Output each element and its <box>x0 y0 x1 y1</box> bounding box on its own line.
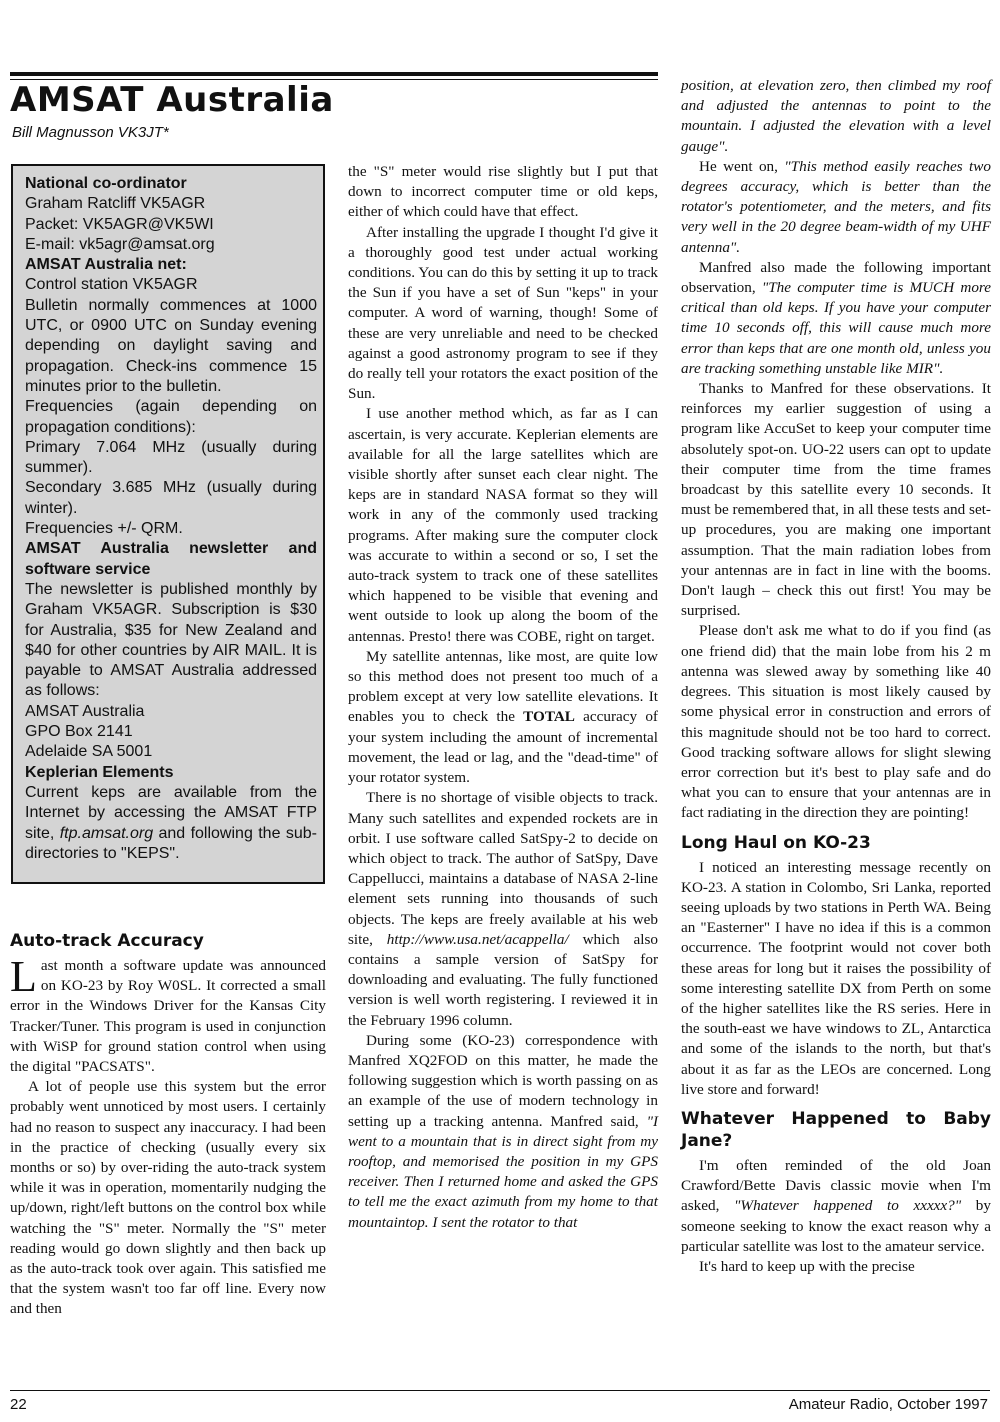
column-3 <box>681 76 991 1277</box>
info-line: Graham Ratcliff VK5AGR <box>25 195 206 213</box>
paragraph <box>681 157 991 258</box>
quote: "Whatever happened to xxxxx?" <box>734 1197 962 1215</box>
paragraph <box>10 952 326 1077</box>
paragraph-text: accuracy of your system including the amount of incremental movement, the lead or lag, and the "dead-time" of your rotator system. <box>348 708 658 787</box>
info-line: E-mail: vk5agr@amsat.org <box>25 235 215 253</box>
section-heading-long-haul: Long Haul on KO-23 <box>681 832 871 853</box>
paragraph: A lot of people use this system but the error probably went unnoticed by most users. I certainly had no reason to suspect any inaccuracy. I had been in the practice of checking (usually every six months or so) by over-riding the auto-track system while it was in operation, momentarily nudging the up/down, right/left buttons on the control box while watching the "S" meter. Normally the "S" meter reading would go down slightly and then back up as the auto-track took over again. This satisfied me that the system wasn't too far off line. Every now and then <box>10 1078 326 1318</box>
quote: "I went to a mountain that is in direct sight from my rooftop, and memorised the position in my GPS receiver. Then I returned home and asked the GPS to tell me the exact azimuth from my home to that mountaintop. I sent the rotator to that <box>348 1112 658 1231</box>
quote: position, at elevation zero, then climbed my roof and adjusted the antennas to point to the mountain. I adjusted the elevation with a level gauge". <box>681 77 991 155</box>
info-heading: AMSAT Australia newsletter and software service <box>25 540 317 578</box>
paragraph <box>348 647 658 788</box>
info-line <box>25 783 317 864</box>
info-line: Frequencies (again depending on propagation conditions): <box>25 398 317 436</box>
paragraph-text: There is no shortage of visible objects to track. Many such satellites and expended rockets are in orbit. I use software called SatSpy-2 to decide on which object to track. The author of SatSpy, Dave Cappellucci, maintains a database of NASA 2-line element sets running into thousands of such objects. The keps are freely available at his web site, <box>348 789 658 948</box>
paragraph <box>681 1156 991 1257</box>
info-heading: Keplerian Elements <box>25 763 174 781</box>
web-link[interactable]: http://www.usa.net/acappella/ <box>386 930 569 948</box>
column-1 <box>10 930 326 1320</box>
paragraph <box>348 1031 658 1233</box>
column-2 <box>348 162 658 1233</box>
section-heading-baby-jane: Whatever Happened to Baby Jane? <box>681 1108 991 1151</box>
page-number: 22 <box>10 1396 27 1413</box>
info-heading: AMSAT Australia net: <box>25 256 187 274</box>
section-heading-auto-track: Auto-track Accuracy <box>10 931 204 951</box>
ftp-site-link[interactable]: ftp.amsat.org <box>59 824 154 842</box>
paragraph-text: I'm often reminded of the old Joan Crawford/Bette Davis classic movie when I'm asked, <box>681 1156 991 1215</box>
top-rule <box>10 72 658 76</box>
paragraph <box>348 788 658 1030</box>
quote: "The computer time is MUCH more critical than old keps. If you have your computer time 10 seconds off, this will cause much more error than keps that are one month old, unless you are tracking something unstable like MIR". <box>681 279 991 377</box>
info-line: Primary 7.064 MHz (usually during summer). <box>25 438 317 477</box>
paragraph: Please don't ask me what to do if you find (as one friend did) that the main lobe from his 2 m antenna was slewed away by something like 40 degrees. This situation is most likely caused by some physical error in construction and errors of this magnitude should not be too hard to correct. Good tracking software allows for slight slewing error correction but it's best to play safe and do what you can to ensure that your antennas are in fact radiating in the direction they are pointing! <box>681 622 991 822</box>
info-line: Secondary 3.685 MHz (usually during winter). <box>25 479 317 517</box>
footer-rule <box>10 1390 990 1391</box>
paragraph-text: by someone seeking to know the exact reason why a particular satellite was lost to the amateur service. <box>681 1197 991 1255</box>
info-line: GPO Box 2141 <box>25 723 133 741</box>
paragraph-text: ast month a software update was announced on KO-23 by Roy W0SL. It corrected a small error in the Windows Driver for the Kansas City Tracker/Tuner. This program is used in conjunction with WiSP for ground station control when using the digital "PACSATS". <box>10 957 326 1076</box>
drop-cap: L <box>10 952 37 1001</box>
paragraph: After installing the upgrade I thought I'd give it a thoroughly good test under actual working conditions. You can do this by setting it up to track the Sun if you have a set of Sun "keps" in your computer. A word of warning, though! Some of these are very unreliable and need to be checked against a good astronomy program to see if they do really tell your rotators the exact position of the Sun. <box>348 223 658 403</box>
paragraph-text: My satellite antennas, like most, are quite low so this method does not present too much of a problem except at very low satellite elevations. It enables you to check the <box>348 647 658 726</box>
info-line: Control station VK5AGR <box>25 276 198 294</box>
paragraph: I noticed an interesting message recently on KO-23. A station in Colombo, Sri Lanka, reported seeing uploads by two stations in Perth WA. Being an "Easterner" I have no idea if this is a common occurrence. The footprint would not cover both these areas for long but it raises the possibility of some interesting satellite DX from Perth on some of the higher satellites like the RS series. Here in the south-east we have windows to ZL, Antarctica and some of the islands to the north, but that's about it as far as the LEOs are concerned. Long live store and forward! <box>681 858 991 1098</box>
info-line: AMSAT Australia <box>25 702 145 720</box>
paragraph: the "S" meter would rise slightly but I put that down to incorrect computer time or old keps, either of which could have that effect. <box>348 163 658 221</box>
byline: Bill Magnusson VK3JT* <box>12 124 169 141</box>
paragraph: I use another method which, as far as I can ascertain, is very accurate. Keplerian elements are available for all the large satellites which are visible shortly after sunset each clear night. The keps are in standard NASA format so they will work in any of the commonly used tracking programs. After making sure the computer clock was accurate to within a second or so, I set the auto-track system to track one of these satellites which happened to be visible that evening and went outside to look up along the boom of the antennas. Presto! there was COBE, right on target. <box>348 405 658 645</box>
info-heading: National co-ordinator <box>25 175 187 192</box>
info-line: Adelaide SA 5001 <box>25 743 153 761</box>
article-title: AMSAT Australia <box>10 80 334 120</box>
paragraph-text: which also contains a sample version of SatSpy for downloading and evaluating. The fully functioned version is well worth registering. I reviewed it in the February 1996 column. <box>348 930 658 1029</box>
info-text: Current keps are available from the Internet by accessing the AMSAT FTP site, <box>25 783 317 842</box>
paragraph-text: He went on, <box>699 157 785 175</box>
paragraph: It's hard to keep up with the precise <box>699 1257 915 1275</box>
info-line: The newsletter is published monthly by Graham VK5AGR. Subscription is $30 for Australia, $35 for New Zealand and $40 for other countries by AIR MAIL. It is payable to AMSAT Australia addressed as follows: <box>25 580 317 700</box>
paragraph-text: Manfred also made the following important observation, <box>681 258 991 297</box>
info-box <box>11 164 325 884</box>
paragraph: Thanks to Manfred for these observations. It reinforces my earlier suggestion of using a program like AccuSet to keep your computer time absolutely spot-on. UO-22 users can opt to update their computer time from the time frames broadcast by this satellite every 10 seconds. It must be remembered that, in all these tests and set-up procedures, you are making one important assumption. That the main radiation lobes from your antennas are in fact in line with the booms. Don't laugh – check this out first! You may be surprised. <box>681 380 991 620</box>
quote: "This method easily reaches two degrees accuracy, which is better than the rotator's potentiometer, and the meters, and fits very well in the 20 degree beam-width of my UHF antenna". <box>681 157 991 256</box>
paragraph <box>681 258 991 379</box>
emphasis: TOTAL <box>523 708 575 726</box>
info-line: Frequencies +/- QRM. <box>25 520 183 538</box>
info-line: Bulletin normally commences at 1000 UTC, or 0900 UTC on Sunday evening depending on daylight saving and propagation. Check-ins commence 15 minutes prior to the bulletin. <box>25 296 317 395</box>
info-text: and following the sub-directories to "KEPS". <box>25 824 317 862</box>
paragraph-text: During some (KO-23) correspondence with Manfred XQ2FOD on this matter, he made the following suggestion which is worth passing on as an example of the use of modern technology in setting up a tracking antenna. Manfred said, <box>348 1031 658 1130</box>
info-line: Packet: VK5AGR@VK5WI <box>25 215 214 233</box>
publication-info: Amateur Radio, October 1997 <box>788 1396 988 1413</box>
